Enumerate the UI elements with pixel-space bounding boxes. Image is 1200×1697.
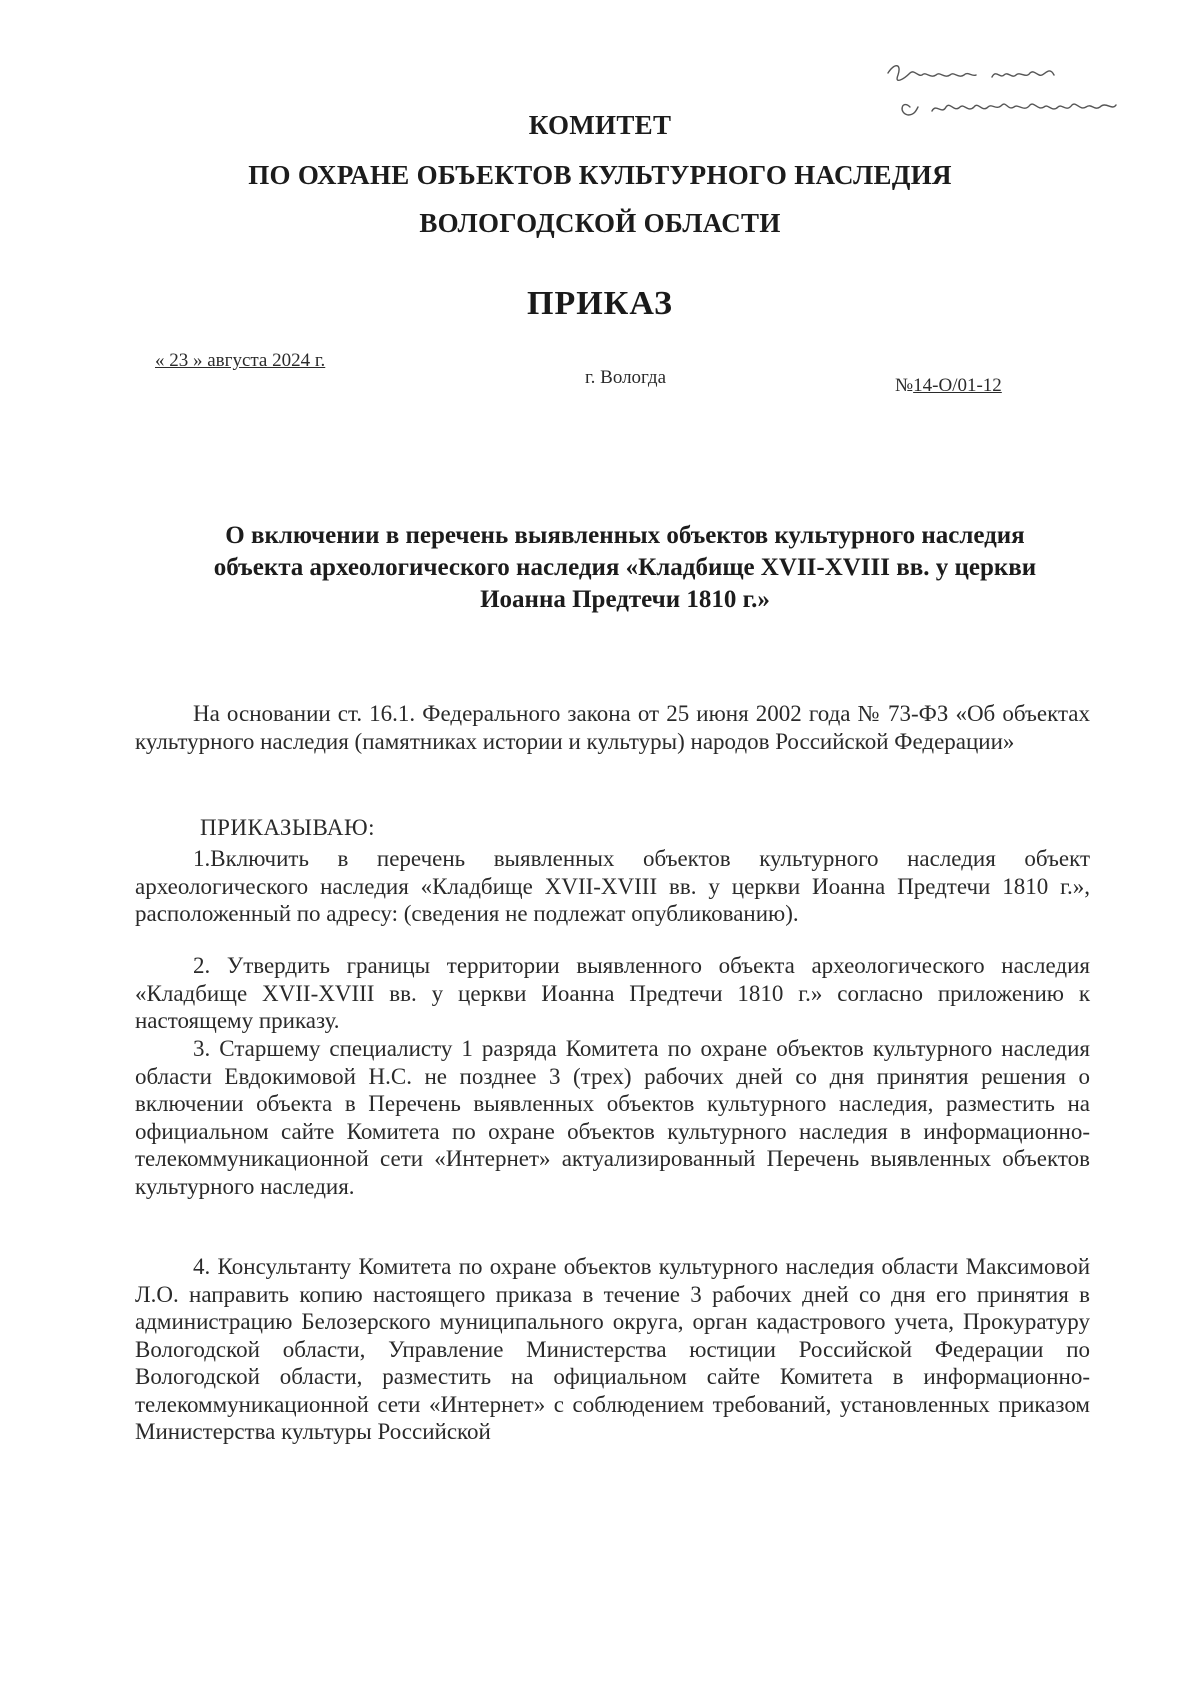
order-number-label: № — [895, 375, 914, 396]
committee-title-line2: ПО ОХРАНЕ ОБЪЕКТОВ КУЛЬТУРНОГО НАСЛЕДИЯ — [248, 160, 952, 190]
order-item-1: 1.Включить в перечень выявленных объектов культурного наследия объект археологического наследия «Кладбище XVII-XVIII вв. у церкви Иоанна Предтечи 1810 г.», расположенный по адресу: (сведения не подлежат опубликованию). — [135, 846, 1090, 926]
preamble-paragraph: На основании ст. 16.1. Федерального закона от 25 июня 2002 года № 73-ФЗ «Об объектах культурного наследия (памятниках истории и культуры) народов Российской Федерации» — [135, 701, 1090, 754]
committee-title-line1: КОМИТЕТ — [528, 110, 672, 140]
order-city: г. Вологда — [585, 367, 667, 388]
order-subject — [160, 520, 1090, 616]
order-word: ПРИКАЗЫВАЮ: — [200, 815, 376, 840]
order-item-3: 3. Старшему специалисту 1 разряда Комитета по охране объектов культурного наследия области Евдокимовой Н.С. не позднее 3 (трех) рабочих дней со дня принятия решения о включении объекта в Перечень выявленных объектов культурного наследия, разместить на официальном сайте Комитета по охране объектов культурного наследия в информационно-телекоммуникационной сети «Интернет» актуализированный Перечень выявленных объектов культурного наследия. — [135, 1036, 1090, 1199]
committee-title-line3: ВОЛОГОДСКОЙ ОБЛАСТИ — [419, 208, 781, 238]
order-title: ПРИКАЗ — [527, 285, 673, 322]
subject-line2: объекта археологического наследия «Кладбище XVII-XVIII вв. у церкви — [213, 554, 1037, 581]
order-number-value: 14-О/01-12 — [913, 375, 1002, 396]
order-item-2: 2. Утвердить границы территории выявленного объекта археологического наследия «Кладбище XVII-XVIII вв. у церкви Иоанна Предтечи 1810 г.» согласно приложению к настоящему приказу. — [135, 953, 1090, 1033]
order-item-4: 4. Консультанту Комитета по охране объектов культурного наследия области Максимовой Л.О. направить копию настоящего приказа в течение 3 рабочих дней со дня его принятия в администрацию Белозерского муниципального округа, орган кадастрового учета, Прокуратуру Вологодской области, Управление Министерства юстиции Российской Федерации по Вологодской области, разместить на официальном сайте Комитета в информационно-телекоммуникационной сети «Интернет» с соблюдением требований, установленных приказом Министерства культуры Российской — [135, 1254, 1090, 1444]
subject-line1: О включении в перечень выявленных объектов культурного наследия — [225, 522, 1025, 549]
subject-line3: Иоанна Предтечи 1810 г.» — [480, 586, 770, 613]
order-number — [895, 375, 1014, 397]
order-date: « 23 » августа 2024 г. — [155, 350, 326, 371]
